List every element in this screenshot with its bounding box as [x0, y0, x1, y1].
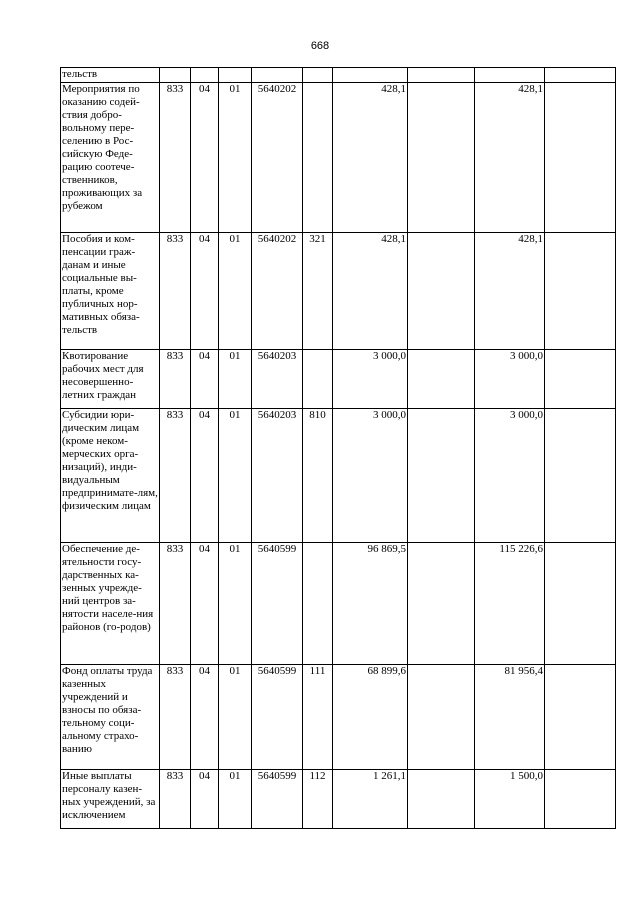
row-name-cell: Обеспечение де-ятельности госу-дарственных ка-зенных учрежде-ний центров за-нятости населе-ния районов (го-родов)	[61, 543, 160, 665]
amount-cell-4	[545, 350, 616, 409]
ministry-code-cell: 833	[160, 83, 191, 233]
subsection-code-cell: 01	[219, 665, 252, 770]
amount-cell-4	[545, 770, 616, 829]
amount-cell-4	[545, 543, 616, 665]
subsection-code-cell: 01	[219, 543, 252, 665]
target-article-cell: 5640203	[252, 409, 303, 543]
section-code-cell: 04	[191, 83, 219, 233]
ministry-code-cell: 833	[160, 409, 191, 543]
table-row	[61, 68, 616, 83]
amount-cell-3: 428,1	[475, 233, 545, 350]
target-article-cell: 5640202	[252, 233, 303, 350]
amount-cell-2	[408, 409, 475, 543]
section-code-cell: 04	[191, 233, 219, 350]
amount-cell-3: 428,1	[475, 83, 545, 233]
ministry-code-cell: 833	[160, 665, 191, 770]
ministry-code-cell: 833	[160, 543, 191, 665]
ministry-code-cell: 833	[160, 233, 191, 350]
amount-cell-4	[545, 68, 616, 83]
expense-type-cell	[303, 543, 333, 665]
section-code-cell: 04	[191, 543, 219, 665]
section-code-cell: 04	[191, 409, 219, 543]
row-name-cell: Пособия и ком-пенсации граж-данам и иные социальные вы-платы, кроме публичных нор-мативных обяза-тельств	[61, 233, 160, 350]
row-name-cell: Фонд оплаты труда казенных учреждений и взносы по обяза-тельному соци-альному страхо-ванию	[61, 665, 160, 770]
amount-cell-4	[545, 409, 616, 543]
section-code-cell	[191, 68, 219, 83]
subsection-code-cell: 01	[219, 83, 252, 233]
amount-cell-2	[408, 83, 475, 233]
amount-cell-2	[408, 665, 475, 770]
table-row	[61, 350, 616, 409]
table-row	[61, 83, 616, 233]
ministry-code-cell: 833	[160, 350, 191, 409]
target-article-cell	[252, 68, 303, 83]
amount-cell-4	[545, 665, 616, 770]
budget-table	[60, 67, 616, 829]
amount-cell-1: 428,1	[333, 233, 408, 350]
table-row	[61, 409, 616, 543]
amount-cell-2	[408, 68, 475, 83]
target-article-cell: 5640202	[252, 83, 303, 233]
section-code-cell: 04	[191, 665, 219, 770]
row-name-cell: Иные выплаты персоналу казен-ных учреждений, за исключением	[61, 770, 160, 829]
amount-cell-1: 1 261,1	[333, 770, 408, 829]
page-number: 668	[310, 40, 330, 52]
amount-cell-1	[333, 68, 408, 83]
expense-type-cell: 111	[303, 665, 333, 770]
section-code-cell: 04	[191, 770, 219, 829]
expense-type-cell: 112	[303, 770, 333, 829]
subsection-code-cell	[219, 68, 252, 83]
amount-cell-2	[408, 233, 475, 350]
row-name-cell: Субсидии юри-дическим лицам (кроме неком-мерческих орга-низаций), инди-видуальным предпринимате-лям, физическим лицам	[61, 409, 160, 543]
table-row	[61, 770, 616, 829]
expense-type-cell: 321	[303, 233, 333, 350]
target-article-cell: 5640599	[252, 543, 303, 665]
table-row	[61, 543, 616, 665]
table-row	[61, 665, 616, 770]
amount-cell-1: 3 000,0	[333, 409, 408, 543]
amount-cell-1: 96 869,5	[333, 543, 408, 665]
amount-cell-3: 3 000,0	[475, 409, 545, 543]
amount-cell-1: 428,1	[333, 83, 408, 233]
amount-cell-2	[408, 770, 475, 829]
expense-type-cell	[303, 68, 333, 83]
expense-type-cell: 810	[303, 409, 333, 543]
ministry-code-cell	[160, 68, 191, 83]
ministry-code-cell: 833	[160, 770, 191, 829]
subsection-code-cell: 01	[219, 233, 252, 350]
subsection-code-cell: 01	[219, 770, 252, 829]
amount-cell-2	[408, 350, 475, 409]
amount-cell-1: 68 899,6	[333, 665, 408, 770]
target-article-cell: 5640203	[252, 350, 303, 409]
amount-cell-4	[545, 233, 616, 350]
target-article-cell: 5640599	[252, 665, 303, 770]
amount-cell-3: 81 956,4	[475, 665, 545, 770]
amount-cell-3	[475, 68, 545, 83]
expense-type-cell	[303, 83, 333, 233]
row-name-cell: тельств	[61, 68, 160, 83]
amount-cell-4	[545, 83, 616, 233]
expense-type-cell	[303, 350, 333, 409]
subsection-code-cell: 01	[219, 409, 252, 543]
amount-cell-2	[408, 543, 475, 665]
amount-cell-3: 115 226,6	[475, 543, 545, 665]
amount-cell-3: 3 000,0	[475, 350, 545, 409]
amount-cell-1: 3 000,0	[333, 350, 408, 409]
table-row	[61, 233, 616, 350]
amount-cell-3: 1 500,0	[475, 770, 545, 829]
target-article-cell: 5640599	[252, 770, 303, 829]
section-code-cell: 04	[191, 350, 219, 409]
subsection-code-cell: 01	[219, 350, 252, 409]
row-name-cell: Квотирование рабочих мест для несовершенно-летних граждан	[61, 350, 160, 409]
row-name-cell: Мероприятия по оказанию содей-ствия добро-вольному пере-селению в Рос-сийскую Феде-рацию соотече-ственников, проживающих за рубежом	[61, 83, 160, 233]
